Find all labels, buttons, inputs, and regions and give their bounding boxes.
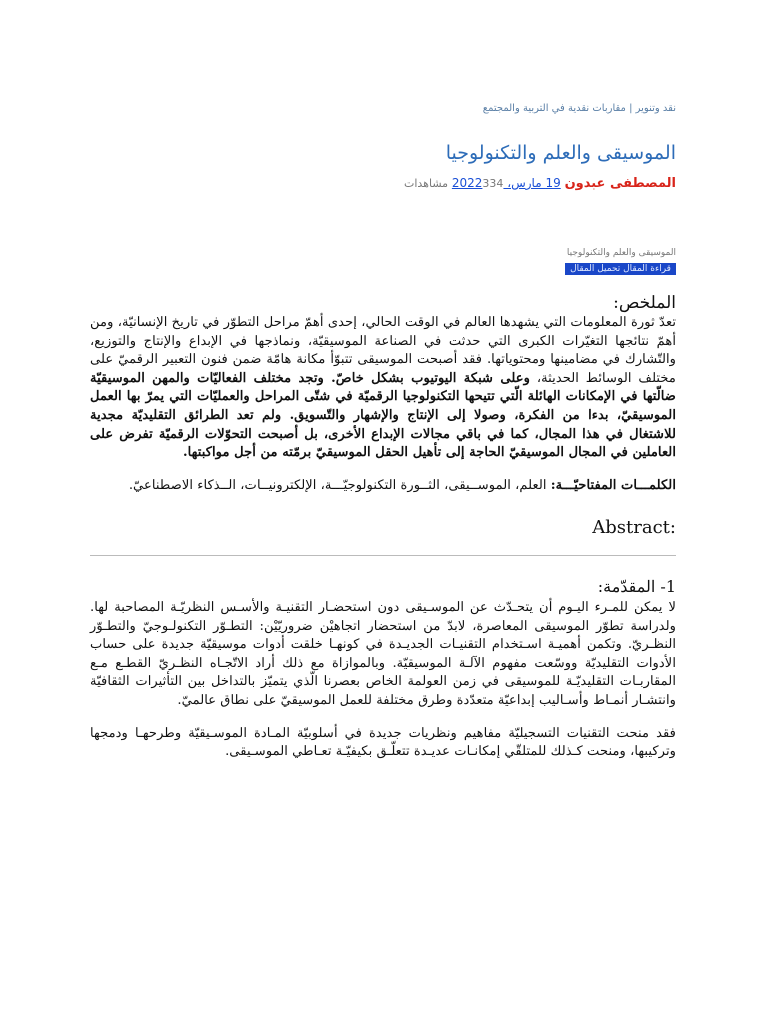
author-name[interactable]: المصطفى عبدون bbox=[564, 176, 676, 191]
article-body bbox=[90, 292, 676, 762]
keywords-label: الكلمـــات المفتاحيّـــة: bbox=[550, 477, 676, 493]
article-title: الموسيقى والعلم والتكنولوجيا bbox=[445, 142, 676, 164]
views-label: مشاهدات bbox=[404, 177, 449, 190]
read-full-article-button[interactable]: قراءة المقال تحميل المقال bbox=[565, 263, 676, 275]
views-count: 334 bbox=[482, 177, 504, 190]
summary-heading: الملخص: bbox=[613, 293, 676, 313]
summary-paragraph bbox=[90, 314, 676, 463]
keywords-text: العلم، الموســيقى، الثــورة التكنولوجيّـــة، الإلكترونيــات، الــذكاء الاصطناعيّ. bbox=[128, 477, 547, 493]
publish-date-link[interactable]: 19 مارس، 2022 bbox=[451, 176, 561, 190]
site-banner[interactable]: نقد وتنوير | مقاربات نقدية في التربية والمجتمع bbox=[482, 103, 676, 114]
intro-heading: 1- المقدّمة: bbox=[597, 577, 676, 597]
keywords bbox=[90, 477, 676, 496]
breadcrumb[interactable]: الموسيقى والعلم والتكنولوجيا bbox=[566, 248, 676, 258]
summary-text: تعدّ ثورة المعلومات التي يشهدها العالم في الوقت الحالي، إحدى أهمّ مراحل التطوّر في تاريخ الإنسانيّة، ومن أهمّ نتائجها التغيّرات الكبرى التي حدثت في الصناعة الموسيقيّة، ونماذجها في الإبداع والإنتاج والتوزيع، والتّشارك في مضامينها ومحتوياتها. فقد أصبحت الموسيقى تتبوّأ مكانة هامّة ضمن فنون التعبير الرقميّ على مختلف الوسائط الحديثة، bbox=[90, 315, 676, 386]
intro-paragraph-1: لا يمكن للمـرء اليـوم أن يتحـدّث عن الموسـيقى دون استحضـار التقنيـة والأسـس النظريّـة المصاحبة لها. ولدراسة تطوّر الموسيقى المعاصرة، لابدّ من استحضار اتجاهيْن ضروريّيْن: التطـوّر التكنولـوجيّ والتطـوّر النظـريّ. وتكمن أهميـة اسـتخدام التقنيـات الجديـدة في كونهـا خلقت أدوات موسيقيّة جديدة على حساب الأدوات التقليديّة ووسّعت مفهوم الآلـة الموسيقيّة. وبالموازاة مع ذلك أراد الاتّجـاه النظـريّ القطـع مـع المقاربـات التقليديّـة للموسيقى في زمن العولمة الخاص بعصرنا الّذي يتميّز بالتداخل بين التأثيرات الثقافيّة وانتشـار أنمـاط وأسـاليب إبداعيّة متعدّدة وطرق مختلفة للعمل الموسيقيّ على نطاق عالميّ. bbox=[90, 599, 676, 708]
summary-text-bold: وعلى شبكة اليوتيوب بشكل خاصّ. وتجد مختلف الفعاليّات والمهن الموسيقيّة ضالّتها في الإمكانات الهائلة الّتي تتيحها التكنولوجيا الرقميّة في شتّى المراحل والعمليّات التي يمرّ بها العمل الموسيقيّ، بدءا من الفكرة، وصولا إلى الإنتاج والإشهار والتّسويق. ولم تعد الطرائق التقليديّة مجدية للاشتغال في هذا المجال، كما في باقي مجالات الإبداع الأخرى، بل أصبحت التحوّلات الرقميّة تفرض على العاملين في المجال الموسيقيّ الحاجة إلى تأهيل الحقل الموسيقيّ برمّته من أجل مواكبتها. bbox=[90, 370, 676, 461]
article-meta bbox=[404, 176, 676, 191]
abstract-heading: :Abstract bbox=[592, 517, 676, 539]
divider bbox=[90, 555, 676, 556]
intro-paragraph-2: فقد منحت التقنيات التسجيليّة مفاهيم ونظريات جديدة في أسلوبيّة المـادة الموسـيقيّة وطرحهـا ودمجها وتركيبها، ومنحت كـذلك للمتلقّي إمكانـات عديـدة تتعلّـق بكيفيّـة تعـاطي الموسـيقى. bbox=[90, 725, 676, 760]
